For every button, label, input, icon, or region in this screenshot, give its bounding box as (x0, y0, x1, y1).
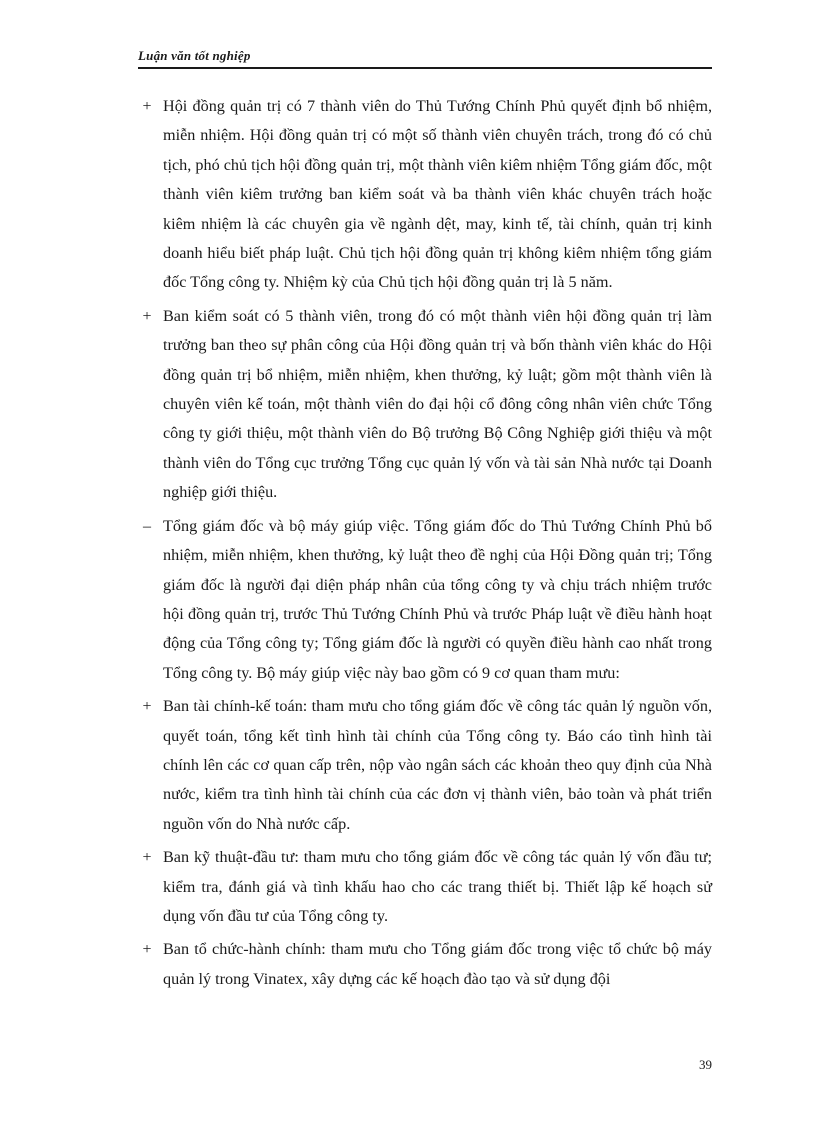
page-body (138, 92, 712, 998)
list-marker: + (142, 307, 152, 325)
header-title: Luận văn tốt nghiệp (138, 48, 251, 63)
list-item-text: Tổng giám đốc và bộ máy giúp việc. Tổng giám đốc do Thủ Tướng Chính Phủ bổ nhiệm, miễn nhiệm, khen thưởng, kỷ luật theo đề nghị của Hội Đồng quản trị; Tổng giám đốc là người đại diện pháp nhân của tổng công ty và chịu trách nhiệm trước hội đồng quản trị, trước Thủ Tướng Chính Phủ và trước Pháp luật về điều hành hoạt động của Tổng công ty; Tổng giám đốc là người có quyền điều hành cao nhất trong Tổng công ty. Bộ máy giúp việc này bao gồm có 9 cơ quan tham mưu: (163, 516, 712, 682)
list-marker: + (142, 698, 152, 716)
list-item (138, 512, 712, 688)
list-item-text: Ban tổ chức-hành chính: tham mưu cho Tổng giám đốc trong việc tổ chức bộ máy quản lý trong Vinatex, xây dựng các kế hoạch đào tạo và sử dụng đội (163, 940, 712, 988)
list-item (138, 935, 712, 994)
running-header (138, 48, 712, 64)
list-item (138, 843, 712, 931)
list-marker: + (142, 941, 152, 959)
list-item (138, 92, 712, 298)
list-item-text: Ban kiểm soát có 5 thành viên, trong đó có một thành viên hội đồng quản trị làm trưởng ban theo sự phân công của Hội đồng quản trị và bốn thành viên khác do Hội đồng quản trị bổ nhiệm, miễn nhiệm, khen thưởng, kỷ luật; gồm một thành viên là chuyên viên kế toán, một thành viên do đại hội cổ đông công nhân viên chức Tổng công ty giới thiệu, một thành viên do Bộ trưởng Bộ Công Nghiệp giới thiệu và một thành viên do Tổng cục trưởng Tổng cục quản lý vốn và tài sản Nhà nước tại Doanh nghiệp giới thiệu. (163, 306, 712, 502)
header-rule (138, 67, 712, 69)
list-item (138, 692, 712, 839)
page-number: 39 (699, 1057, 712, 1072)
list-item-text: Ban tài chính-kế toán: tham mưu cho tổng giám đốc về công tác quản lý nguồn vốn, quyết toán, tổng kết tình hình tài chính của Tổng công ty. Báo cáo tình hình tài chính lên các cơ quan cấp trên, nộp vào ngân sách các khoản theo quy định của Nhà nước, kiểm tra tình hình tài chính của các đơn vị thành viên, bảo toàn và phát triển nguồn vốn do Nhà nước cấp. (163, 697, 712, 833)
list-marker: – (143, 517, 151, 535)
list-item-text: Hội đồng quản trị có 7 thành viên do Thủ Tướng Chính Phủ quyết định bổ nhiệm, miễn nhiệm. Hội đồng quản trị có một số thành viên chuyên trách, trong đó có chủ tịch, phó chủ tịch hội đồng quản trị, một thành viên kiêm nhiệm Tổng giám đốc, một thành viên kiêm trưởng ban kiểm soát và ba thành viên khác chuyên trách hoặc kiêm nhiệm là các chuyên gia về ngành dệt, may, kinh tế, tài chính, quản trị kinh doanh hiểu biết pháp luật. Chủ tịch hội đồng quản trị không kiêm nhiệm tổng giám đốc Tổng công ty. Nhiệm kỳ của Chủ tịch hội đồng quản trị là 5 năm. (163, 97, 712, 292)
list-marker: + (142, 849, 152, 867)
list-item (138, 302, 712, 508)
list-marker: + (142, 98, 152, 115)
list-item-text: Ban kỹ thuật-đầu tư: tham mưu cho tổng giám đốc về công tác quản lý vốn đầu tư; kiểm tra, đánh giá và tình khấu hao cho các trang thiết bị. Thiết lập kế hoạch sử dụng vốn đầu tư của Tổng công ty. (163, 848, 712, 925)
